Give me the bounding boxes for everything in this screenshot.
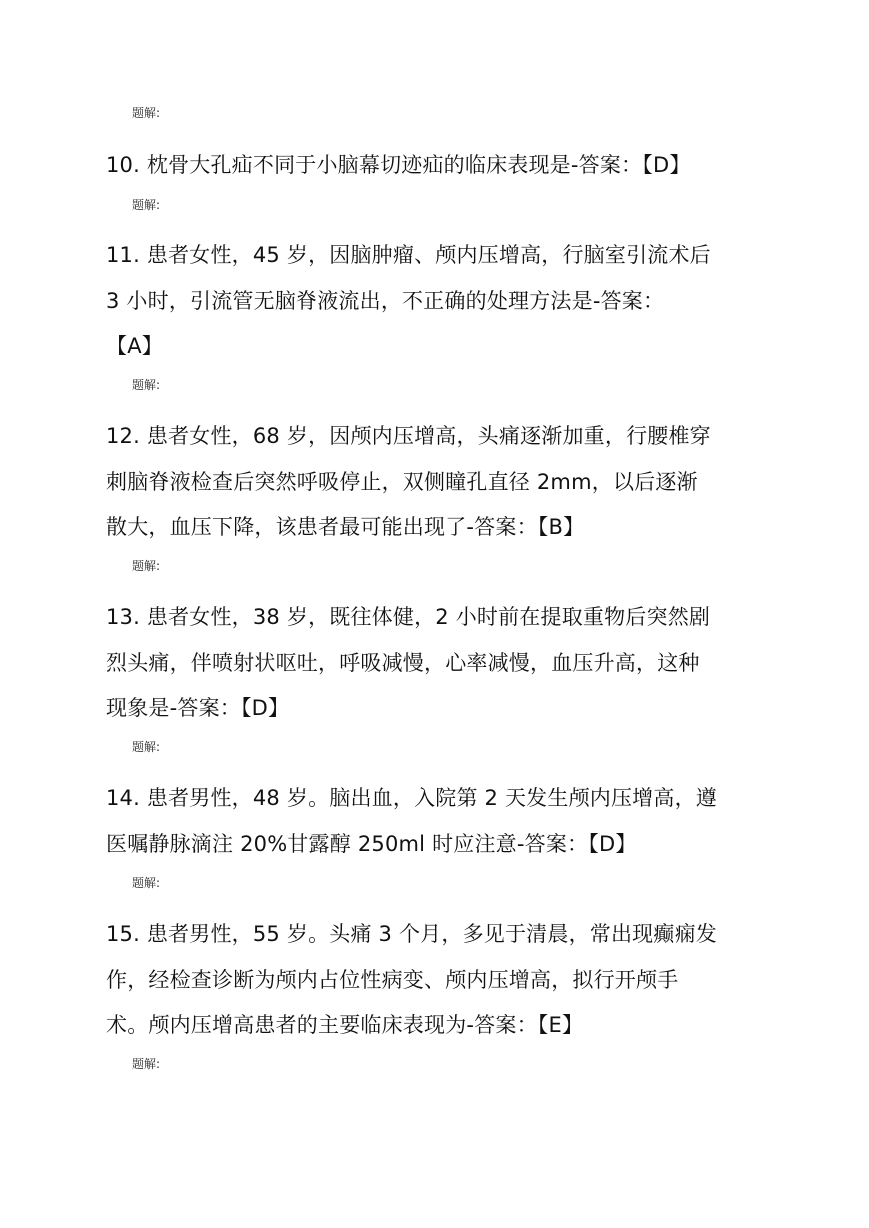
explanation-label: 题解:	[132, 559, 161, 573]
question-10-line-1: 10. 枕骨大孔疝不同于小脑幕切迹疝的临床表现是-答案：【D】	[106, 153, 691, 177]
question-11-line-2: 3 小时，引流管无脑脊液流出，不正确的处理方法是-答案：	[106, 289, 665, 313]
question-12-line-2: 刺脑脊液检查后突然呼吸停止，双侧瞳孔直径 2mm，以后逐渐	[106, 470, 698, 494]
explanation-label: 题解:	[132, 876, 161, 890]
explanation-label: 题解:	[132, 106, 161, 120]
question-12-line-1: 12. 患者女性，68 岁，因颅内压增高，头痛逐渐加重，行腰椎穿	[106, 424, 711, 448]
question-12-line-3: 散大，血压下降，该患者最可能出现了-答案：【B】	[106, 515, 585, 539]
question-13-line-1: 13. 患者女性，38 岁，既往体健，2 小时前在提取重物后突然剧	[106, 605, 711, 629]
explanation-label: 题解:	[132, 378, 161, 392]
explanation-label: 题解:	[132, 740, 161, 754]
explanation-label: 题解:	[132, 1057, 161, 1071]
question-14-line-1: 14. 患者男性，48 岁。脑出血，入院第 2 天发生颅内压增高，遵	[106, 786, 717, 810]
explanation-label: 题解:	[132, 198, 161, 212]
question-13-line-2: 烈头痛，伴喷射状呕吐，呼吸减慢，心率减慢，血压升高，这种	[106, 651, 700, 675]
question-11-line-1: 11. 患者女性，45 岁，因脑肿瘤、颅内压增高，行脑室引流术后	[106, 243, 711, 267]
question-11-line-3: 【A】	[106, 334, 163, 358]
question-13-line-3: 现象是-答案：【D】	[106, 696, 290, 720]
question-15-line-3: 术。颅内压增高患者的主要临床表现为-答案：【E】	[106, 1013, 584, 1037]
question-15-line-1: 15. 患者男性，55 岁。头痛 3 个月，多见于清晨，常出现癫痫发	[106, 922, 717, 946]
question-15-line-2: 作，经检查诊断为颅内占位性病变、颅内压增高，拟行开颅手	[106, 968, 679, 992]
question-14-line-2: 医嘱静脉滴注 20%甘露醇 250ml 时应注意-答案：【D】	[106, 832, 637, 856]
